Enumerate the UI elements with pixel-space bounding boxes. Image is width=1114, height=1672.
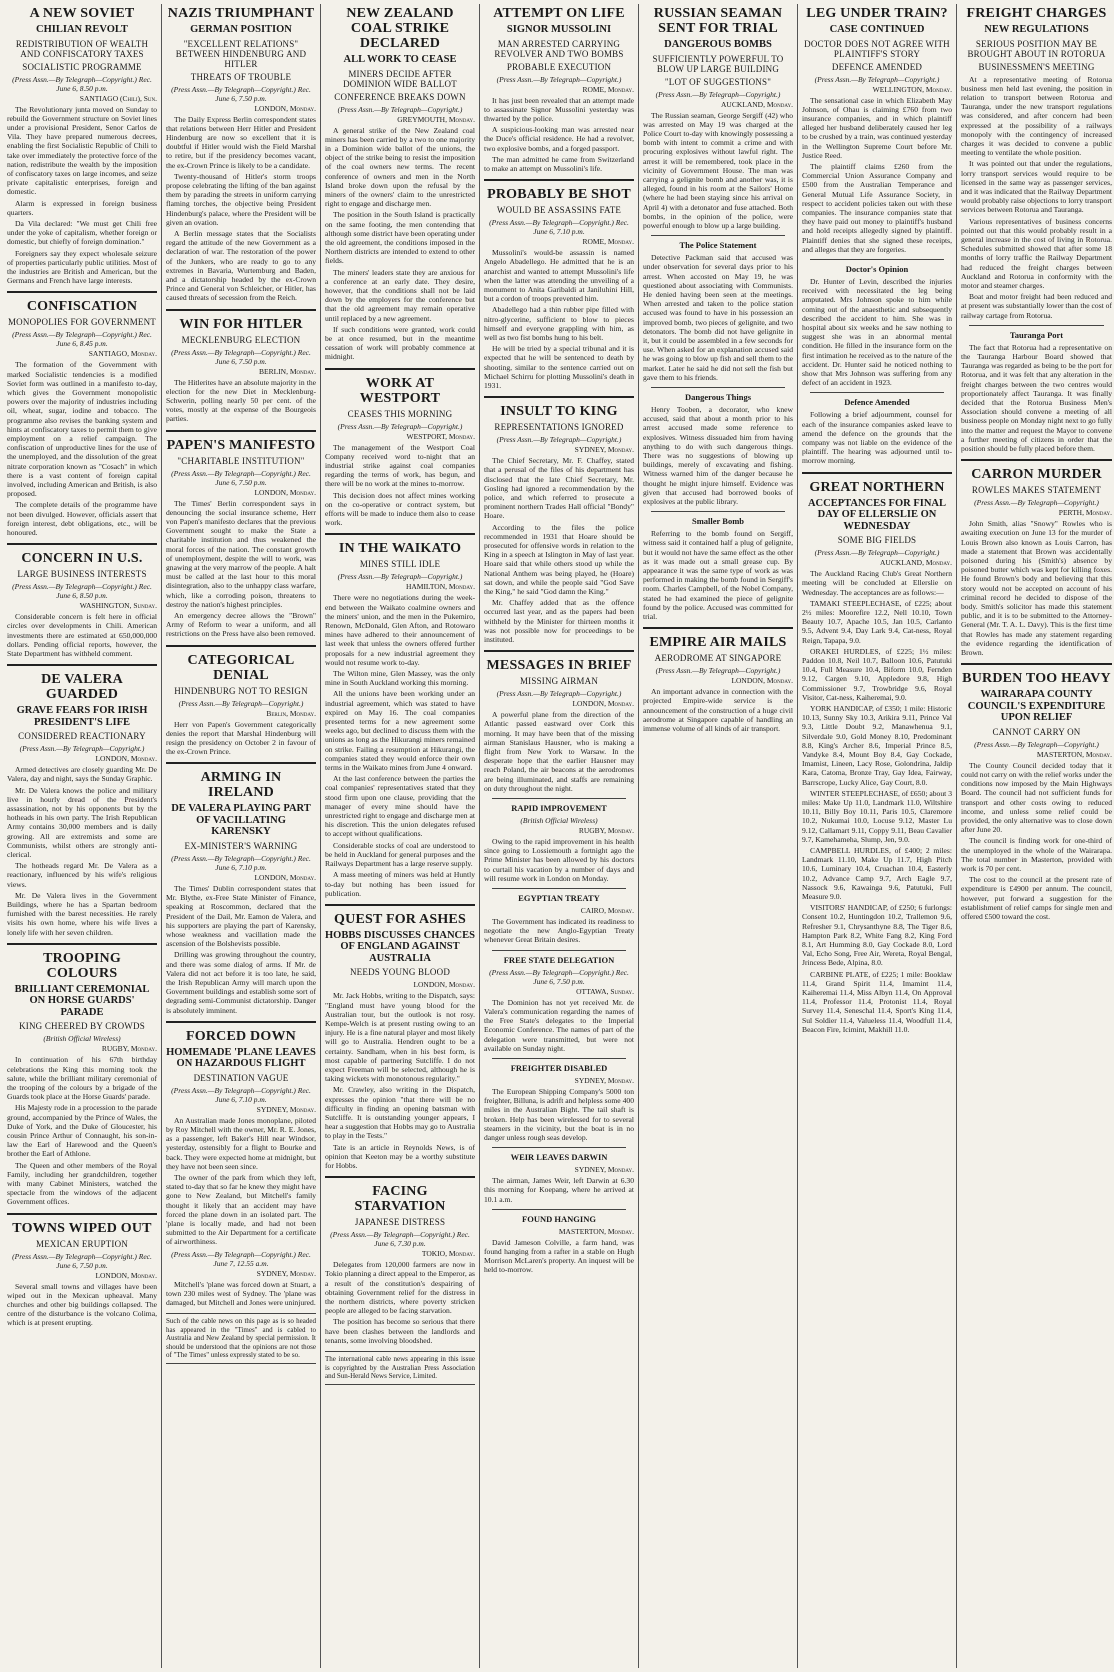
- press-credit: (Press Assn.—By Telegraph—Copyright.): [655, 666, 781, 676]
- story: [166, 762, 316, 1014]
- dateline: ROME, Monday.: [582, 237, 634, 247]
- paragraph: John Smith, alias "Snowy" Rowles who is awaiting execution on June 13 for the murder of Louis Brown also known as Louis Carron, has made a statement that Brown was accidentally poisoned during his (Smith's) absence by poisoned butter which was kept for killing foxes. He found Brown's body and believing that this story would not be accepted on account of his criminal record he decided to dispose of the body. Smith's solicitor has made this statement public, and it is to be submitted to the Attorney-General (Mr. T. A. L. Davy). This is the first time that Rowles has made any statement regarding the evidence regarding the identification of Brown.: [961, 519, 1112, 658]
- subhead: The Police Statement: [679, 240, 757, 251]
- paragraph: David Jameson Colville, a farm hand, was found hanging from a rafter in a stable on Hugh Morrison McLaren's property. An inquest will be held to-morrow.: [484, 1237, 634, 1275]
- headline: TROOPING COLOURS: [43, 950, 121, 981]
- paragraph: Tate is an article in Reynolds News, is of opinion that Keeton may be a worthy substitute for Hobbs.: [325, 1142, 475, 1171]
- paragraph: Henry Tooben, a decorator, who knew accused, said that about a month prior to his arrest accused made some reference to explosives. Witness dissuaded him from having anything to do with such dangerous things. There was no suggestions of blowing up buildings, merely of excavating and fishing. Witness warned him of the danger because he thought he might injure himself. Evidence was given that accused had borrowed books of explosives at the public library.: [643, 404, 793, 507]
- column: [957, 4, 1114, 1668]
- press-credit: (British Official Wireless): [43, 1034, 121, 1044]
- dateline: AUCKLAND, Monday.: [880, 558, 952, 568]
- divider-rule: [810, 259, 944, 260]
- paragraph: Mr. De Valera lives in the Government Buildings, where he has a Spartan bedroom furnished with the barest necessities. He rarely visits his own home, where his wife lives a lonely life with her seven children.: [7, 890, 157, 937]
- deck: CEASES THIS MORNING: [347, 408, 453, 419]
- paragraph: The council is finding work for one-third of the unemployed in the whole of the Wairarapa. The total number in Masterton, provided with work is 70 per cent.: [961, 836, 1112, 873]
- story: [961, 6, 1112, 453]
- headline: WORK AT WESTPORT: [359, 375, 441, 406]
- paragraph: In continuation of his 67th birthday celebrations the King this morning took the salute, while the brilliant military ceremonial of the trooping of the colours by a brigade of the Guards took place at the Horse Guards' parade.: [7, 1055, 157, 1102]
- story: [484, 6, 634, 173]
- press-credit: (Press Assn.—By Telegraph—Copyright.): [337, 572, 463, 582]
- headline: FREIGHT CHARGES: [966, 6, 1107, 21]
- divider-rule: [492, 950, 626, 951]
- subhead: WEIR LEAVES DARWIN: [510, 1152, 608, 1163]
- paragraph: The European Shipping Company's 5000 ton freighter, Billuna, is adrift and helpless some 400 miles in the Australian Bight. The tail shaft is broken. Help has been wirelessed for to several steamers in the vicinity, but the boat is in no danger unless rough seas develop.: [484, 1086, 634, 1142]
- deck: MONOPOLIES FOR GOVERNMENT: [7, 317, 156, 328]
- press-credit: (Press Assn.—By Telegraph—Copyright.): [337, 104, 463, 114]
- deck: DANGEROUS BOMBS: [664, 39, 772, 50]
- press-credit: (Press Assn.—By Telegraph—Copyright.): [496, 74, 622, 84]
- headline: BURDEN TOO HEAVY: [962, 671, 1111, 687]
- press-credit: (Press Assn.—By Telegraph—Copyright.): [974, 739, 1099, 749]
- press-credit: (Press Assn.—By Telegraph—Copyright.) Rec. June 6, 7.50 p.m.: [489, 967, 629, 986]
- dateline: LONDON, Monday.: [254, 872, 316, 882]
- paragraph: A powerful plane from the direction of the Atlantic passed eastward over Cork this morning. It may have been that of the missing airman Stanislaus Hausner, who is making a flight from New York to Warsaw. In the desperate hope that the earlier Hausner may reach Poland, the air beacons at the aerodromes are being illuminated, and staffs are remaining on duty throughout the night.: [484, 710, 634, 793]
- copyright-note: Such of the cable news on this page as is so headed has appeared in the "Times" and is cabled to Australia and New Zealand by special permission. It should be understood that the opinions are not those of "The Times" unless expressly stated to be so.: [166, 1313, 316, 1364]
- paragraph: Foreigners say they expect wholesale seizure of properties particularly public utilities. Most of the industries are British and American, but the Germans and French have large interests.: [7, 248, 157, 286]
- paragraph: The Daily Express Berlin correspondent states that relations between Herr Hitler and President Hindenburg are now so excellent that it is doubtful if Hitler would wish the Field Marshal to retire, but if the presidency becomes vacant, the ex-Crown Prince is likely to be a candidate.: [166, 114, 316, 170]
- deck: ALL WORK TO CEASE: [343, 54, 457, 65]
- story: [325, 368, 475, 528]
- deck: HOMEMADE 'PLANE LEAVES ON HAZARDOUS FLIGHT: [166, 1046, 316, 1070]
- headline: LEG UNDER TRAIN?: [806, 6, 948, 21]
- paragraph: Considerable concern is felt here in official circles over developments in Chili. American investments there are estimated at 650,000,000 dollars. Pending official reports, however, the State Department has withheld comment.: [7, 612, 157, 659]
- paragraph: CARBINE PLATE, of £225; 1 mile: Booklaw 11.4, Grand Spirit 11.4, Imamint 11.4, Kaiheremai 11.4, Miss Albyn 11.4, On Approval 11.4, Professor 11.4, Protonist 11.4, Royal Survey 11.4, Seneschal 11.4, Sport's King 11.4, Sul Soldier 11.4, Valueless 11.4, Woodfull 11.4, Beacon Fire, Icimint, Makhill 11.0.: [802, 969, 952, 1034]
- subhead: Smaller Bomb: [691, 516, 745, 527]
- headline: CONCERN IN U.S.: [21, 551, 143, 567]
- dateline: AUCKLAND, Monday.: [721, 99, 793, 109]
- deck: PROBABLE EXECUTION: [506, 61, 612, 72]
- paragraph: Owing to the rapid improvement in his health since going to Lossiemouth a fortnight ago the Prime Minister has been allowed by his doctors to curtail his vacation by a number of days and will resume work in London on Monday.: [484, 837, 634, 883]
- press-credit: (Press Assn.—By Telegraph—Copyright.): [974, 498, 1099, 508]
- headline: ATTEMPT ON LIFE: [493, 6, 625, 21]
- dateline: HAMILTON, Monday.: [405, 582, 475, 592]
- deck: WOULD BE ASSASSINS FATE: [496, 205, 622, 216]
- paragraph: It was pointed out that under the regulations, lorry transport services would require to be licensed in the same way as passenger services, and it was indicated that the Railway Department would probably raise objections to lorry transport services between Rotorua and Tauranga.: [961, 159, 1112, 215]
- dateline: LONDON, Monday.: [572, 699, 634, 709]
- story: [325, 533, 475, 898]
- deck: JAPANESE DISTRESS: [354, 1217, 446, 1228]
- paragraph: Dr. Hunter of Levin, described the injuries received with necessitated the leg being amputated. Mrs Johnson spoke to him while coming out of the anaesthetic and subsequently described the accident to him. She was in hospital about six weeks and he saw nothing to suggest she was in an abnormal mental condition. He filled in the insurance form on the first intimation he received as to the nature of the accident. Dr. Hunter said he noticed nothing to show that Mrs Johnson was suffering from any defect of an accident in 1923.: [802, 276, 952, 388]
- column: [798, 4, 957, 1668]
- paragraph: The owner of the park from which they left, stated to-day that so far he knew they might have gone to New Zealand, but Mitchell's family thought it likely that an accident may have forced the plane down in an isolated part. The 'plane is locally made, and had not been submitted to the Air Department for a certificate of airworthiness.: [166, 1173, 316, 1247]
- paragraph: VISITORS' HANDICAP, of £250; 6 furlongs: Consent 10.2, Huntingdon 10.2, Trallemon 9.6, Refresher 9.1, Chrysanthyne 8.8, The Tiger 8.6, Hampton Park 8.2, White Fang 8.2, King Ford 8.1, Art Humming 8.0, Gay Cockade 8.0, Lord Val, Echo Song, Free Air, Wereta, Royal Bengal, Jrincess Bede, Alpina, 8.0.: [802, 903, 952, 968]
- dateline: SYDNEY, Monday.: [574, 1075, 634, 1085]
- deck: BRILLIANT CEREMONIAL ON HORSE GUARDS' PARADE: [14, 983, 150, 1018]
- paragraph: Herr von Papen's Government categorically denies the report that Marshal Hindenburg will resign the presidency on October 2 in favour of the ex-Crown Prince.: [166, 719, 316, 757]
- headline: PROBABLY BE SHOT: [487, 187, 631, 203]
- dateline: RUGBY, Monday.: [101, 1044, 157, 1054]
- story: [325, 6, 475, 362]
- deck: REDISTRIBUTION OF WEALTH AND CONFISCATORY TAXES: [15, 38, 149, 59]
- deck: GRAVE FEARS FOR IRISH PRESIDENT'S LIFE: [16, 705, 148, 728]
- press-credit: (Press Assn.—By Telegraph—Copyright.) Rec. June 6, 7.50 p.m.: [171, 347, 311, 366]
- deck: "EXCELLENT RELATIONS" BETWEEN HINDENBURG AND HITLER: [175, 38, 307, 69]
- paragraph: Mr. De Valera knows the police and military live in hourly dread of the President's assassination, not by his opponents but by the hotheads in his own party. The Irish Republican Army contains 30,000 members and is daily growing. All are extremists and some are Communists, whilst others are strongly anti-clerical.: [7, 785, 157, 860]
- story: [7, 1213, 157, 1328]
- press-credit: (Press Assn.—By Telegraph—Copyright.): [655, 89, 781, 99]
- deck: MINERS DECIDE AFTER DOMINION WIDE BALLOT: [343, 68, 457, 89]
- paragraph: Mr. Crawley, also writing in the Dispatch, expresses the opinion "that there will be no difficulty in finding an opening batsman with Sutcliffe. It is outstanding younger appears, I hear a suggestion that Hobbs may go to Australia to play in the Tests.": [325, 1085, 475, 1141]
- deck: BUSINESSMEN'S MEETING: [978, 61, 1095, 72]
- story: [7, 6, 157, 285]
- paragraph: At a representative meeting of Rotorua business men held last evening, the position in relation to transport between Rotorua and Tauranga, under the new transport regulations was considered, and after concern had been expressed at the possibility of a railways monopoly with the contingency of increased charges it was decided to convene a public meeting to ventilate the whole position.: [961, 74, 1112, 158]
- story: [961, 663, 1112, 921]
- headline: RUSSIAN SEAMAN SENT FOR TRIAL: [653, 6, 783, 36]
- deck: NEW REGULATIONS: [984, 24, 1089, 35]
- paragraph: The hotheads regard Mr. De Valera as a reactionary, influenced by his wife's religious views.: [7, 861, 157, 889]
- deck: ACCEPTANCES FOR FINAL DAY OF ELLERSLIE ON WEDNESDAY: [807, 497, 947, 532]
- paragraph: Armed detectives are closely guarding Mr. De Valera, day and night, says the Sunday Graphic.: [7, 765, 157, 784]
- divider-rule: [651, 511, 785, 512]
- column: [3, 4, 162, 1668]
- paragraph: The Chief Secretary, Mr. F. Chaffey, stated that a perusal of the files of his department has disclosed that the late Chief Secretary, Mr. Gosling had ignored a recommendation by the police, and which referred to prosecute a prominent northern Trades Hall official "Bondy" Hoare.: [484, 456, 634, 521]
- paragraph: The plaintiff claims £260 from the Commercial Union Assurance Company and £500 from the Australian Temperance and General Mutual Life Assurance Society, in respect to accident policies taken out with these companies. The insurance companies state that they have paid out money to plaintiff's husband and hold receipts allegedly signed by plaintiff. Plaintiff denies that she signed these receipts, and alleges that they are forgeries.: [802, 161, 952, 254]
- headline: MESSAGES IN BRIEF: [486, 658, 632, 674]
- copyright-note: The international cable news appearing in this issue is copyrighted by the Australian Press Association and Sun-Herald News Service, Limited.: [325, 1351, 475, 1385]
- deck: SIGNOR MUSSOLINI: [506, 24, 612, 35]
- dateline: CAIRO, Monday.: [580, 906, 634, 916]
- dateline: PERTH, Monday.: [1058, 508, 1112, 518]
- subhead: Dangerous Things: [684, 391, 752, 402]
- paragraph: According to the files the police recommended in 1931 that Hoare should be prosecuted for offensive words in relation to the King in a speech at Islington in May of last year. Hoare said that while others stood up while the National Anthem was being played, he (Hoare) sat down, and while the people said "God Save the King," he said "God damn the King.": [484, 522, 634, 597]
- deck: CASE CONTINUED: [829, 24, 925, 35]
- headline: IN THE WAIKATO: [338, 541, 462, 557]
- paragraph: At the last conference between the parties the coal companies' representatives stated that they stood firm upon one clause, providing that the manager of every mine should have the unrestricted right to engage and discharge men at his discretion. This the union delegates refused to accept without qualifications.: [325, 774, 475, 839]
- deck: MECKLENBURG ELECTION: [181, 334, 301, 345]
- dateline: MASTERTON, Monday.: [558, 1226, 634, 1236]
- headline: CARRON MURDER: [971, 467, 1102, 483]
- dateline: LONDON, Monday.: [413, 980, 475, 990]
- story: [802, 6, 952, 466]
- headline: A NEW SOVIET: [29, 6, 135, 21]
- deck: HINDENBURG NOT TO RESIGN: [174, 685, 308, 696]
- paragraph: The Times' Berlin correspondent says in denouncing the social insurance scheme, Herr von Papen's manifesto declares that the previous Government sought to make the State a charitable institution and thus weakened the moral forces of the nation. The constant growth of unemployment, despite the will to work, was gnawing at the very marrow of the people. A halt must be called at the last hour to this moral disintegration, also to the unhappy class warfare, which, like a corroding poison, threatens to destroy the nation's highest principles.: [166, 498, 316, 609]
- headline: TOWNS WIPED OUT: [12, 1220, 152, 1236]
- headline: EMPIRE AIR MAILS: [649, 635, 787, 651]
- story: [7, 291, 157, 537]
- dateline: MASTERTON, Monday.: [1036, 749, 1112, 759]
- deck: ROWLES MAKES STATEMENT: [971, 485, 1102, 496]
- press-credit: (Press Assn.—By Telegraph—Copyright.) Rec. June 6, 7.30 p.m.: [330, 1230, 470, 1249]
- divider-rule: [651, 387, 785, 388]
- deck: CANNOT CARRY ON: [992, 726, 1081, 737]
- deck: GERMAN POSITION: [190, 24, 292, 35]
- story: [166, 645, 316, 757]
- subhead: Tauranga Port: [1009, 329, 1064, 340]
- paragraph: The formation of the Government with marked Socialistic tendencies is a modified Soviet form was outlined in a manifesto to-day, which gives the Government monopolistic powers over the majority of industries including oil, wheat, sugar, iodine and tobacco. The programme also revises the banking system and hints at confiscatory taxes to permit them to give employment on a relief campaign. The confiscation of unproductive lines for the use of the unemployed, and the dissolution of the great nitrate corporation known as "Cosach" in which there is a vast content of foreign capital involved, including American and British, is also proposed.: [7, 360, 157, 499]
- headline: CATEGORICAL DENIAL: [187, 652, 295, 683]
- paragraph: The Hitlerites have an absolute majority in the election for the new Diet in Mecklenburg-Schwerin, polling nearly 50 per cent. of the votes, mostly at the expense of the Bourgeois parties.: [166, 377, 316, 424]
- dateline: WESTPORT, Monday.: [406, 431, 475, 441]
- dateline: WASHINGTON, Sunday.: [79, 601, 157, 611]
- paragraph: The Revolutionary junta moved on Sunday to rebuild the Government structure on Soviet lines under a provisional President, Senor Carlos de Vila. They have prepared numerous decrees, enabling the first Socialistic Republic of Chili to take over immediately the protective force of the nation, redistribute the wealth by the imposition of confiscatory taxes on large incomes, and seize private capitalistic enterprises, foreign and domestic.: [7, 104, 157, 197]
- subhead: FREIGHTER DISABLED: [510, 1062, 608, 1073]
- press-credit: (Press Assn.—By Telegraph—Copyright.) Rec. June 6, 7.50 p.m.: [171, 84, 311, 103]
- paragraph: The sensational case in which Elizabeth May Johnson, of Ohau is claiming £760 from two insurance companies, and in which plaintiff alleged her husband deliberately caused her leg to be crushed by a train, was continued yesterday in the Wellington Supreme Court before Mr. Justice Reed.: [802, 95, 952, 160]
- paragraph: Da Vila declared: "We must get Chili free under the yoke of capitalism, whether foreign or domestic, but chiefly of foreign domination.": [7, 218, 157, 247]
- deck: "CHARITABLE INSTITUTION": [177, 455, 305, 466]
- paragraph: It has just been revealed that an attempt made to assassinate Signor Mussolini yesterday was thwarted by the police.: [484, 95, 634, 123]
- divider-rule: [969, 325, 1104, 326]
- story: [325, 1176, 475, 1384]
- dateline: GREYMOUTH, Monday.: [397, 114, 475, 124]
- paragraph: A suspicious-looking man was arrested near the Duce's official residence. He had a revolver, two explosive bombs, and a forged passport.: [484, 125, 634, 153]
- press-credit: (Press Assn.—By Telegraph—Copyright.) Rec. June 6, 8.50 p.m.: [12, 582, 152, 601]
- deck: DOCTOR DOES NOT AGREE WITH PLAINTIFF'S STORY: [804, 38, 950, 59]
- story: [802, 472, 952, 1034]
- paragraph: WINTER STEEPLECHASE, of £650; about 3 miles: Make Up 11.0, Landmark 11.0, Wiltshire 10.11, Billy Boy 10.11, Paris 10.5, Claremore 10.2, Nukumai 10.0, Locuse 9.12, Master Lu 9.12, Callamart 9.11, Coppy 9.11, Beau Cavalier 9.7, Kamehameha, Slump, Jen, 9.0.: [802, 788, 952, 844]
- story: [7, 543, 157, 658]
- deck: MEXICAN ERUPTION: [36, 1238, 128, 1249]
- story: [643, 6, 793, 621]
- paragraph: Mitchell's 'plane was forced down at Stuart, a town 230 miles west of Sydney. The 'plane was damaged, but Mitchell and Jones were uninjured.: [166, 1279, 316, 1308]
- dateline: TOKIO, Monday.: [421, 1249, 475, 1259]
- press-credit: (Press Assn.—By Telegraph—Copyright.): [19, 744, 145, 754]
- deck: MINES STILL IDLE: [359, 559, 441, 570]
- headline: INSULT TO KING: [500, 404, 618, 420]
- paragraph: This decision does not affect mines working on the co-operative or contract system, but efforts will be made to induce them also to cease work.: [325, 490, 475, 528]
- deck: DESTINATION VAGUE: [193, 1072, 289, 1083]
- paragraph: The Wilton mine, Glen Massey, was the only mine in South Auckland working this morning.: [325, 669, 475, 688]
- dateline: ROME, Monday.: [582, 84, 634, 94]
- paragraph: The cost to the council at the present rate of expenditure is £4900 per annum. The council, however, put forward a suggestion for the establishment of relief camps for single men and offered £500 toward the cost.: [961, 875, 1112, 922]
- paragraph: Mr. Jack Hobbs, writing to the Dispatch, says: "England must have young blood for the Australian tour, but the outlook is not rosy. Kempe-Welch is at present rusting owing to an injury. He is a fine natural player and most likely will go to Australia. Hendren ought to be a certainty. Sandham, when in his best form, is most capable of partnering Sutcliffe. I do not expect Freeman will be selected, although he is taking wickets with monotonous regularity.": [325, 991, 475, 1084]
- deck: HOBBS DISCUSSES CHANCES OF ENGLAND AGAINST AUSTRALIA: [325, 929, 475, 964]
- headline: QUEST FOR ASHES: [334, 911, 466, 927]
- paragraph: Detective Packman said that accused was under observation for several days prior to his arrest. When accosted on May 19, he was questioned about associating with Communists. He denied having been seen at the meetings. When arrested and taken to the police station accused was found to have in his possession an improved bomb, two pieces of gelignite, and two detonators. The bomb did not have gelignite in it, but it could be assembled in a few seconds for use. When asked for an explanation accused said he was going to blow up fish and sell them to the market. Later he said he did not sell the fish but gave them to his friends.: [643, 253, 793, 382]
- divider-rule: [492, 888, 626, 889]
- dateline: SYDNEY, Monday.: [256, 1104, 316, 1114]
- story: [484, 179, 634, 390]
- story: [166, 309, 316, 424]
- paragraph: The Government has indicated its readiness to negotiate the new Anglo-Egyptian Treaty whenever Great Britain desires.: [484, 917, 634, 945]
- divider-rule: [492, 798, 626, 799]
- deck: NEEDS YOUNG BLOOD: [349, 967, 451, 978]
- headline: GREAT NORTHERN: [809, 479, 945, 495]
- paragraph: The miners' leaders state they are anxious for a conference at an early date. They desire, however, that the conditions shall not be laid down by the employers for the conference but that the old agreement may remain operative until replaced by a new agreement.: [325, 267, 475, 323]
- deck: DEFENCE AMENDED: [831, 61, 923, 72]
- paragraph: Alarm is expressed in foreign business quarters.: [7, 198, 157, 217]
- headline: WIN FOR HITLER: [179, 316, 303, 332]
- story: [7, 664, 157, 937]
- deck: DE VALERA PLAYING PART OF VACILLATING KARENSKY: [171, 803, 311, 838]
- paragraph: Boat and motor freight had been reduced and at present was substantially lower than the cost of railway cartage from Rotorua.: [961, 292, 1112, 320]
- deck: MAN ARRESTED CARRYING REVOLVER AND TWO BOMBS: [494, 38, 624, 59]
- deck: REPRESENTATIONS IGNORED: [494, 422, 624, 433]
- divider-rule: [492, 1147, 626, 1148]
- press-credit: (Press Assn.—By Telegraph—Copyright.) Rec. June 6, 8.50 p.m.: [12, 74, 152, 93]
- column: [480, 4, 639, 1668]
- dateline: SANTIAGO (Chili), Sun.: [79, 93, 157, 103]
- subhead: EGYPTIAN TREATY: [518, 893, 600, 904]
- deck: "LOT OF SUGGESTIONS": [664, 76, 772, 87]
- dateline: SANTIAGO, Monday.: [88, 349, 157, 359]
- press-credit: (Press Assn.—By Telegraph—Copyright.) Rec. June 6, 7.10 p.m.: [171, 1085, 311, 1104]
- paragraph: Abadellego had a thin rubber pipe filled with nitro-glycerine, sufficient to blow to pieces himself and everyone grappling with him, as well as two fist bombs hung to his belt.: [484, 305, 634, 342]
- headline: NEW ZEALAND COAL STRIKE DECLARED: [346, 6, 454, 51]
- paragraph: YORK HANDICAP, of £350; 1 mile: Historic 10.13, Sunny Sky 10.3, Arikira 9.11, Prince Val 9.3, Little Doubt 9.2, Manawhenua 9.1, Silverdale 9.0, Gold Money 8.10, Predominant 8.8, King's Archer 8.6, Imperial Prince 8.5, Vandyke 8.4, Mount Boy 8.4, Gay Cockade, Imamist, Lineen, Lacy Rose, Golondrina, Jaldip Kara, Catoma, Bronze Tray, Gay Idea, Fairway, Barrscrope, Lucky Alice, Gay Court, 8.0.: [802, 703, 952, 787]
- dateline: OTTAWA, Sunday.: [576, 986, 634, 996]
- paragraph: Considerable stocks of coal are understood to be held in Auckland for general purposes and the Railways Department has a large reserve supply.: [325, 840, 475, 869]
- paragraph: The position has become so serious that there have been clashes between the landlords and tenants, some involving bloodshed.: [325, 1317, 475, 1345]
- deck: KING CHEERED BY CROWDS: [19, 1021, 145, 1032]
- paragraph: ORAKEI HURDLES, of £225; 1½ miles: Paddon 10.8, Neil 10.7, Balloon 10.6, Patutuki 10.4, Full Measure 10.4, Biform 10.0, Fernden 9.12, Cargen 9.10, Appledore 9.8, High Commissioner 9.7, Trowbridge 9.6, Royal Visitor, Cat-ness, Kaiheremai, 9.0.: [802, 646, 952, 702]
- dateline: SYDNEY, Monday.: [574, 1165, 634, 1175]
- paragraph: He will be tried by a special tribunal and it is expected that he will be sentenced to death by shooting, similar to the sentence carried out on Michael Schirru for plotting Mussolini's death in 1931.: [484, 344, 634, 390]
- dateline: RUGBY, Monday.: [578, 826, 634, 836]
- press-credit: (Press Assn.—By Telegraph—Copyright.) Rec. June 6, 8.45 p.m.: [12, 330, 152, 349]
- press-credit: (Press Assn.—By Telegraph—Copyright.) Rec. June 6, 7.50 p.m.: [171, 468, 311, 487]
- deck: SOCIALISTIC PROGRAMME: [22, 61, 142, 72]
- subhead: FOUND HANGING: [522, 1213, 596, 1224]
- paragraph: The man admitted he came from Switzerland to make an attempt on Mussolini's life.: [484, 154, 634, 173]
- divider-rule: [492, 1209, 626, 1210]
- press-credit: (Press Assn.—By Telegraph—Copyright.) Rec. June 6, 7.10 p.m.: [489, 218, 629, 237]
- headline: FACING STARVATION: [354, 1184, 446, 1215]
- deck: AERODROME AT SINGAPORE: [654, 653, 782, 664]
- subhead: FREE STATE DELEGATION: [503, 954, 615, 965]
- paragraph: A Berlin message states that the Socialists regard the attitude of the new Government as a declaration of war. The restoration of the power of the Junkers, who are ready to go to any extremes in Bavaria, Wurtemburg and Baden, and a dictatorship headed by the ex-Crown Prince and General von Schleicher, or Hitler, has caused threats of secession from the Reich.: [166, 228, 316, 303]
- dateline: WELLINGTON, Monday.: [872, 84, 952, 94]
- deck: SUFFICIENTLY POWERFUL TO BLOW UP LARGE BUILDING: [652, 53, 784, 74]
- paragraph: The Dominion has not yet received Mr. de Valera's communication regarding the names of the Free State's delegates to the Imperial Economic Conference. The names of part of the delegation were transmitted, but were not available on Sunday night.: [484, 997, 634, 1053]
- deck: SOME BIG FIELDS: [837, 535, 917, 546]
- paragraph: Various representatives of business concerns pointed out that this would probably result in a general increase in the cost of living in Rotorua. Schedules submitted showed that after some 18 months of lorry traffic the Railway Department had reduced the freight charges between Auckland and Rotorua in conformity with the motor and steamer charges.: [961, 216, 1112, 290]
- deck: WAIRARAPA COUNTY COUNCIL'S EXPENDITURE UPON RELIEF: [967, 689, 1106, 724]
- paragraph: Mussolini's would-be assassin is named Angelo Abadellego. He admitted that he is an anarchist and wanted to attempt Mussolini's life when the latter was attending the unveiling of a monument to Anita Garibaldi at Janiluhini Hill, but a cordon of troops prevented him.: [484, 248, 634, 304]
- paragraph: An emergency decree allows the "Brown" Army of Reform to wear a uniform, and all restrictions on the Press have also been removed.: [166, 611, 316, 639]
- column: [639, 4, 798, 1668]
- headline: FORCED DOWN: [186, 1028, 296, 1044]
- paragraph: The Auckland Racing Club's Great Northern meeting will be concluded at Ellerslie on Wednesday. The acceptances are as follows:—: [802, 569, 952, 597]
- dateline: LONDON, Monday.: [95, 754, 157, 764]
- dateline: LONDON, Monday.: [254, 103, 316, 113]
- paragraph: The management of the Westport Coal Company received word to-night that an industrial strike against coal companies regarding the terms of work, has begun, and there will be no work at the mines to-morrow.: [325, 442, 475, 489]
- paragraph: If such conditions were granted, work could be at once resumed, but in the meantime cessation of work will probably commence at midnight.: [325, 324, 475, 362]
- dateline: SYDNEY, Monday.: [574, 445, 634, 455]
- press-credit: (Press Assn.—By Telegraph—Copyright.) Rec. June 6, 7.50 p.m.: [12, 1251, 152, 1270]
- headline: ARMING IN IRELAND: [200, 770, 282, 801]
- paragraph: All the unions have been working under an industrial agreement, which was stated to have expired on May 16. The coal companies presented terms for a new agreement some weeks ago, but declined to discuss them with the unions as long as the Hikurangi miners remained on strike. Failing a resumption at Hikurangi, the companies stated they would enforce their own terms in the Waikato mines from June 4 onward.: [325, 689, 475, 773]
- paragraph: Following a brief adjournment, counsel for each of the insurance companies asked leave to amend the defence on the grounds that the company was not liable on the evidence of the plaintiff. The hearing was adjourned until to-morrow morning.: [802, 410, 952, 466]
- dateline: LONDON, Monday.: [254, 487, 316, 497]
- subhead: Defence Amended: [844, 397, 910, 408]
- story: [484, 396, 634, 644]
- press-credit: (British Official Wireless): [520, 816, 598, 826]
- column: [162, 4, 321, 1668]
- deck: MISSING AIRMAN: [519, 676, 599, 687]
- deck: THREATS OF TROUBLE: [190, 71, 292, 82]
- story: [166, 6, 316, 303]
- paragraph: An important advance in connection with the projected Empire-wide service is the announcement of the construction of a huge civil aerodrome at Singapore capable of handling an immense volume of all kinds of air transport.: [643, 687, 793, 734]
- subhead: RAPID IMPROVEMENT: [511, 803, 607, 814]
- deck: CHILIAN REVOLT: [36, 24, 128, 35]
- paragraph: CAMPBELL HURDLES, of £400; 2 miles: Landmark 11.10, Make Up 11.7, High Pitch 10.6, Luminary 10.4, Cruachan 10.4, Easterly 10.2, Advance Camp 9.7, Arch Eagle 9.7, Nassock 9.6, Kawainga 9.6, Patutuki, Full Measure 9.0.: [802, 846, 952, 902]
- dateline: Berlin, Monday.: [266, 708, 316, 718]
- paragraph: The Russian seaman, George Sergiff (42) who was arrested on May 19 was charged at the Police Court to-day with knowingly possessing a bomb with intent to commit a crime and with procuring explosives without lawful right. The arrest it will be remembered, took place in the vicinity of Government House. The man was carrying a gelignite bomb and another was, it is alleged, found in his room at the Sailors' Home (where he had been staying since his arrival on April 4) with a detonator and fuse attached. Both bombs, in the opinion of the police, were powerful enough to blow up a large building.: [643, 110, 793, 230]
- paragraph: The fact that Rotorua had a representative on the Tauranga Harbour Board showed that Tauranga was regarded as being to be the port for Rotorua, and it was felt that any alteration in the freight charges between the two centres would proportionately affect Tauranga. It was finally decided that the Rotorua Business Men's Association should convene a meeting of all business people on Monday night next to go fully into the matter and request the Mayor to convene a further meeting of citizens in order that the position should be fully placed before them.: [961, 342, 1112, 454]
- dateline: SYDNEY, Monday.: [256, 1268, 316, 1278]
- press-credit: (Press Assn.—By Telegraph—Copyright.): [337, 421, 463, 431]
- deck: EX-MINISTER'S WARNING: [184, 840, 298, 851]
- paragraph: The complete details of the programme have not been divulged. However, officials assert that foreign interest, debt obligations, etc., will be honoured.: [7, 500, 157, 538]
- paragraph: Drilling was growing throughout the country, and there was some dialog of arms. If Mr. de Valera did not act before it is too late, he said, the Irish Republican Army will march upon the Government buildings and establish some sort of degrading semi-Communist dictatorship. Danger is absolutely imminent.: [166, 950, 316, 1015]
- press-credit: (Press Assn.—By Telegraph—Copyright.) Rec. June 7, 12.55 a.m.: [171, 1249, 311, 1268]
- paragraph: Twenty-thousand of Hitler's storm troops propose celebrating the lifting of the ban against them by parading the streets in uniform carrying flaming torches, the objective being President Hindenburg's palace, where the President will be given an ovation.: [166, 171, 316, 227]
- press-credit: (Press Assn.—By Telegraph—Copyright.): [814, 74, 940, 84]
- divider-rule: [651, 235, 785, 236]
- deck: CONSIDERED REACTIONARY: [18, 731, 146, 742]
- paragraph: TAMAKI STEEPLECHASE, of £225; about 2½ miles: Moorefire 12.2, Nell 10.10, Town Beauty 10.7, Apache 10.5, Jan 10.5, Carlanto 9.5, Advent 9.4, Day Lark 9.4, Cat-ness, Royal Reign, Tapapa, 9.0.: [802, 598, 952, 645]
- press-credit: (Press Assn.—By Telegraph—Copyright.) Rec. June 6, 7.10 p.m.: [171, 853, 311, 872]
- deck: LARGE BUSINESS INTERESTS: [17, 569, 147, 580]
- story: [166, 1021, 316, 1364]
- headline: DE VALERA GUARDED: [41, 672, 123, 703]
- headline: PAPEN'S MANIFESTO: [166, 437, 316, 453]
- press-credit: (Press Assn.—By Telegraph—Copyright.): [814, 548, 940, 558]
- paragraph: The airman, James Weir, left Darwin at 6.30 this morning for Koepang, where he arrived at 10.1 a.m.: [484, 1176, 634, 1204]
- column: [321, 4, 480, 1668]
- paragraph: The County Council decided today that it could not carry on with the relief works under the conditions now imposed by the Main Highways Board. The council had not sufficient funds for transport and other costs owing to reduced income, and unless some relief could be provided, the only alternative was to close down after June 20.: [961, 760, 1112, 835]
- paragraph: Delegates from 120,000 farmers are now in Tokio planning a direct appeal to the Emperor, as a result of the constitution's despairing of obtaining Government relief for the distress in the northern districts, where poverty stricken people are alleged to be facing starvation.: [325, 1260, 475, 1316]
- paragraph: His Majesty rode in a procession to the parade ground, accompanied by the Prince of Wales, the Duke of York, and the Duke of Gloucester, his cousin Prince Arthur of Connaught, his son-in-law the Earl of Harewood and the Queen's brother the Earl of Athlone.: [7, 1103, 157, 1159]
- paragraph: An Australian made Jones monoplane, piloted by Roy Mitchell with the owner, Mr. R. E. Jones, as a passenger, left Baker's Hill near Windsor, yesterday, ostensibly for a flight to Bourke and back. They were expected home at midnight, but they have not been seen since.: [166, 1115, 316, 1171]
- deck: CONFERENCE BREAKS DOWN: [334, 91, 466, 102]
- paragraph: The Queen and other members of the Royal Family, including her grandchildren, together with many Cabinet Ministers, watched the spectacle from the windows of the adjacent Government offices.: [7, 1160, 157, 1207]
- paragraph: The position in the South Island is practically on the same footing, the men contending that although some district have been operating under the old agreement, the conditions imposed in the Northern districts are intended to extend to other fields.: [325, 210, 475, 266]
- story: [643, 627, 793, 733]
- paragraph: The Times' Dublin correspondent states that Mr. Blythe, ex-Free State Minister of Finance, speaking at Roscommon, declared that the President of the Dail, Mr. Eamon de Valera, and his supporters are playing the part of Karensky, whose weakness and vacillation made the ascension of the Bolshevists possible.: [166, 883, 316, 949]
- dateline: BERLIN, Monday.: [259, 366, 316, 376]
- press-credit: (Press Assn.—By Telegraph—Copyright.): [496, 435, 622, 445]
- paragraph: A mass meeting of miners was held at Huntly to-day but nothing has been issued for publication.: [325, 870, 475, 898]
- press-credit: (Press Assn.—By Telegraph—Copyright.): [178, 698, 304, 708]
- divider-rule: [810, 392, 944, 393]
- story: [325, 904, 475, 1170]
- subhead: Doctor's Opinion: [845, 263, 909, 274]
- divider-rule: [492, 1058, 626, 1059]
- story: [166, 430, 316, 639]
- headline: CONFISCATION: [26, 299, 138, 315]
- story: [7, 943, 157, 1207]
- dateline: LONDON, Monday.: [95, 1270, 157, 1280]
- press-credit: (Press Assn.—By Telegraph—Copyright.): [496, 689, 622, 699]
- paragraph: Mr. Chaffey added that as the offence occurred last year, and as the papers had been withheld by the Minister for thirteen months it was not possible now for proceedings to be instituted.: [484, 598, 634, 645]
- story: [961, 459, 1112, 657]
- deck: SERIOUS POSITION MAY BE BROUGHT ABOUT IN ROTORUA: [967, 38, 1106, 59]
- dateline: LONDON, Monday.: [731, 676, 793, 686]
- paragraph: Several small towns and villages have been wiped out in the Mexican upheaval. Many churches and other big buildings collapsed. The centre of the disturbance is the volcano Colima, which is at present erupting.: [7, 1281, 157, 1328]
- paragraph: Referring to the bomb found on Sergiff, witness said it contained half a plug of gelignite, but it would not have the same effect as the other as it was made out a small grease cup. By appearance it was the same type of work as was performed in making the bomb found in Sergiff's room. Charles Campbell, of the Nobel Company, stated he had examined the piece of gelignite found by the police. Accused was committed for trial.: [643, 529, 793, 622]
- paragraph: There were no negotiations during the week-end between the Waikato coalmine owners and the miners' union, and the men in the Pukemiro, Renown, McDonald, Glen Afton, and Rotowaro mines have adhered to their announcement of last week that unless the owners offered further proposals for a new industrial agreement they would not resume work to-day.: [325, 593, 475, 667]
- paragraph: A general strike of the New Zealand coal miners has been carried by a two to one majority in a Dominion wide ballot of the unions, the object of the strike being to resist the imposition of the coal owners new terms. The recent conference of owners and men in the North Island broke down upon the refusal by the miners of the owners' claim to the unrestricted right to engage and discharge men.: [325, 125, 475, 209]
- story: [484, 650, 634, 1274]
- headline: NAZIS TRIUMPHANT: [167, 6, 315, 21]
